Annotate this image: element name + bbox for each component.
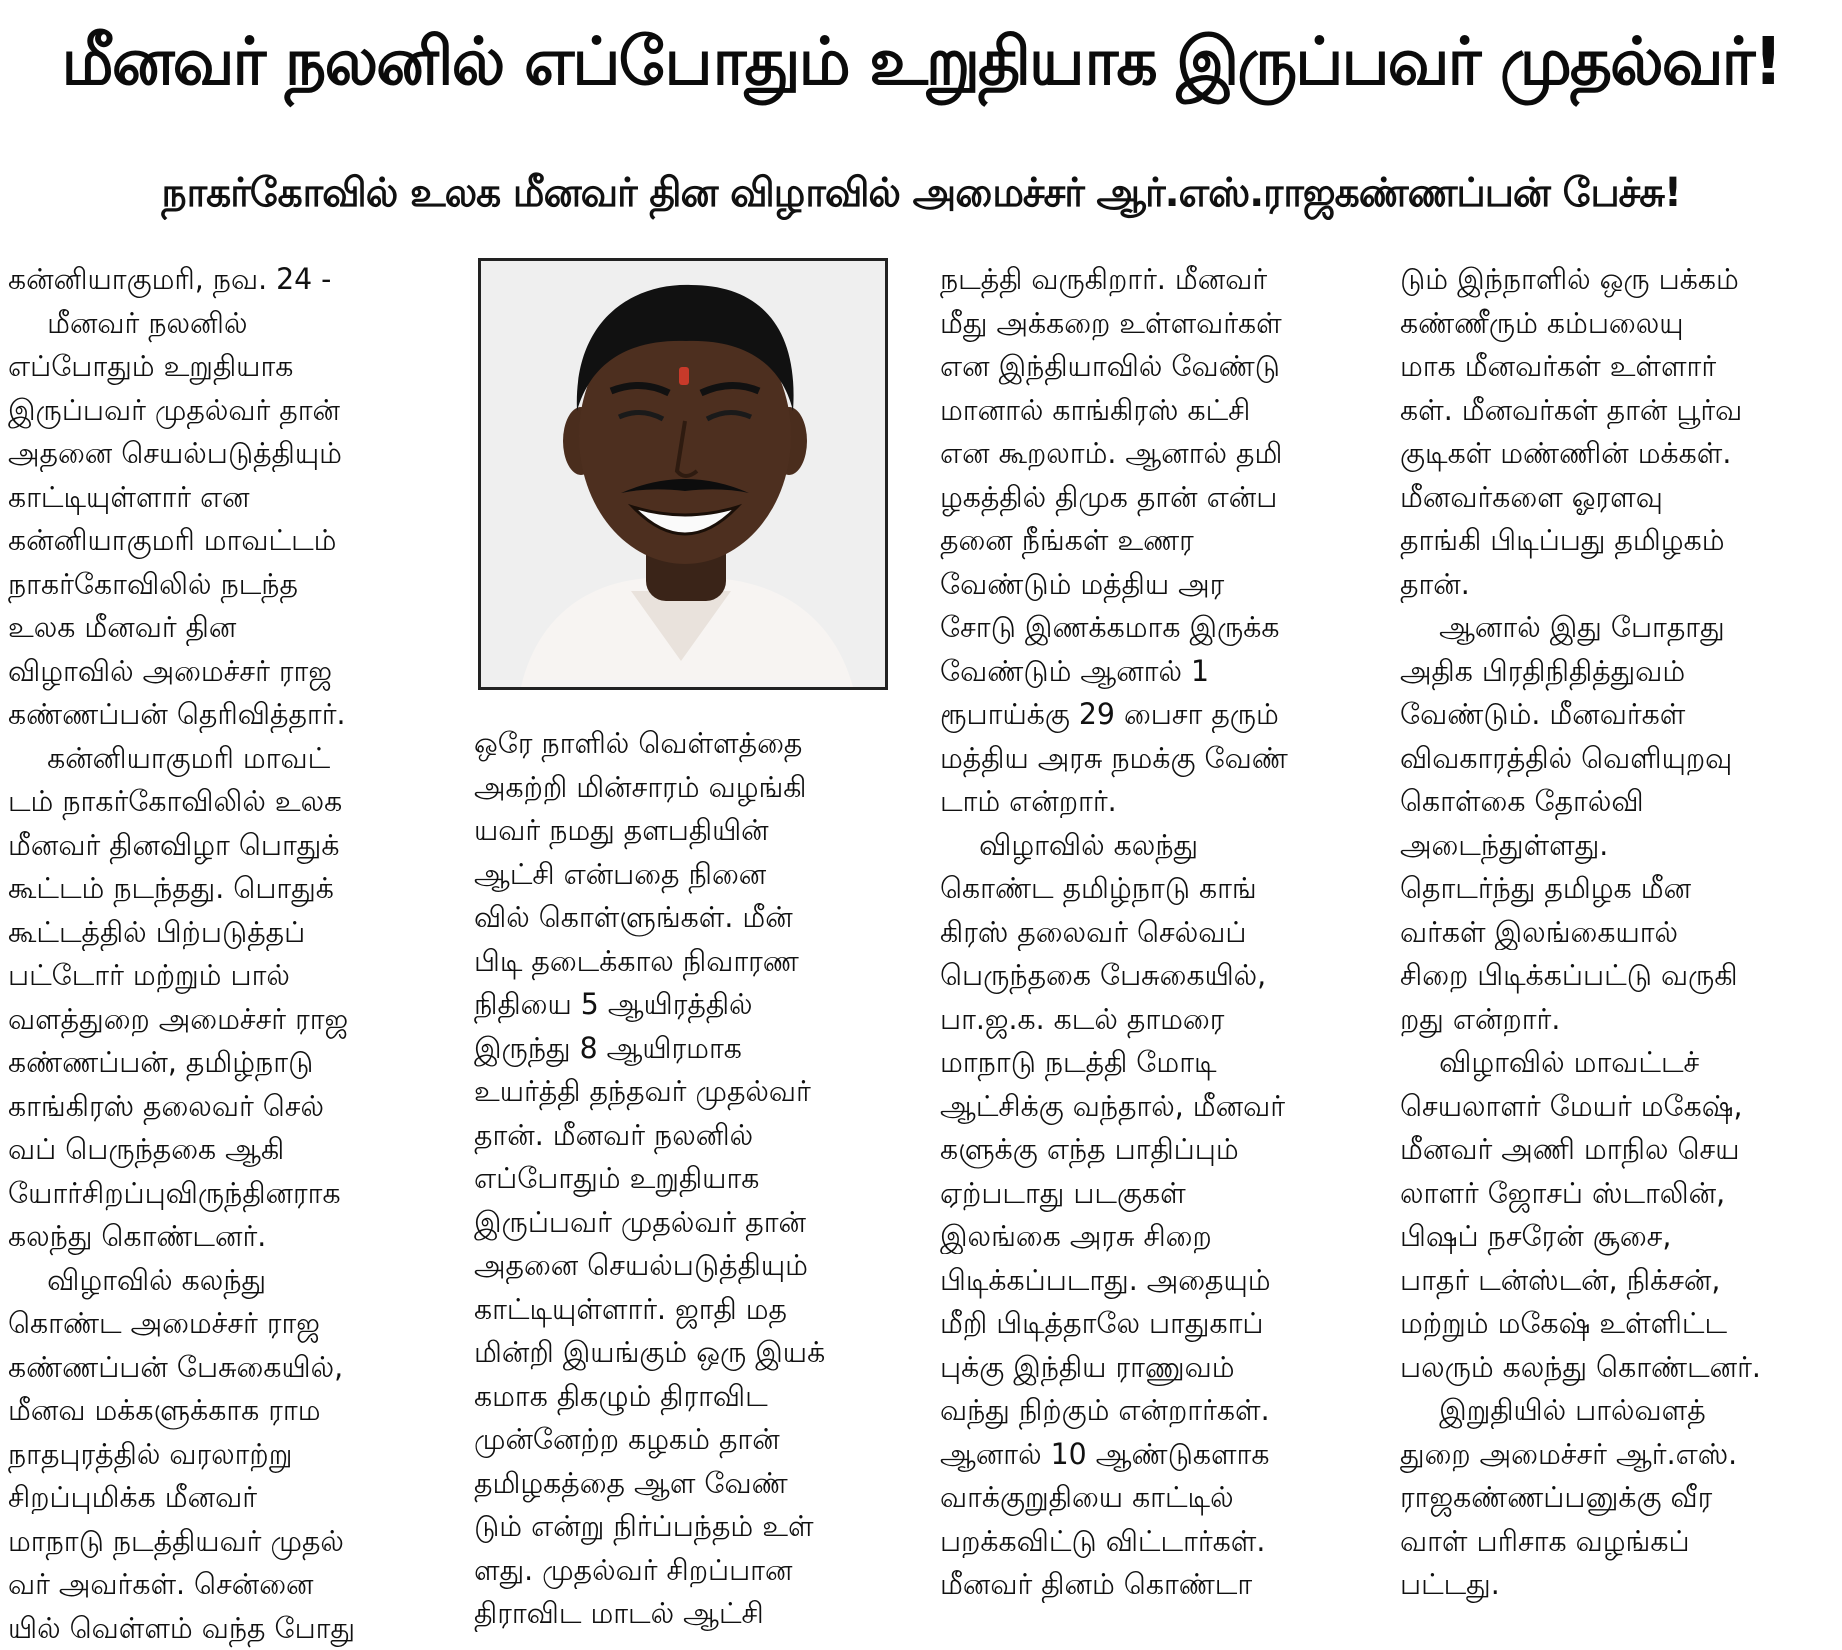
portrait-illustration [481,261,885,687]
article-line: மீது அக்கறை உள்ளவர்கள் [940,302,1370,346]
article-line: மீனவர் நலனில் [8,302,477,346]
article-line: உயர்த்தி தந்தவர் முதல்வர் [474,1070,904,1114]
article-line: வேண்டும் மத்திய அர [940,563,1370,607]
article-line: காட்டியுள்ளார். ஜாதி மத [474,1288,904,1332]
article-line: இறுதியில் பால்வளத் [1400,1389,1842,1433]
article-column-4 [1400,258,1840,1607]
article-line: கூட்டம் நடந்தது. பொதுக் [8,867,438,911]
article-line: அதனை செயல்படுத்தியும் [8,432,438,476]
article-line: இருப்பவர் முதல்வர் தான் [8,389,438,433]
article-line: வாள் பரிசாக வழங்கப் [1400,1520,1830,1564]
article-line: இருந்து 8 ஆயிரமாக [474,1027,904,1071]
article-line: நாதபுரத்தில் வரலாற்று [8,1433,438,1477]
article-line: லாளர் ஜோசப் ஸ்டாலின், [1400,1172,1830,1216]
article-line: டாம் என்றார். [940,780,1370,824]
article-line: என இந்தியாவில் வேண்டு [940,345,1370,389]
article-line: ளது. முதல்வர் சிறப்பான [474,1549,904,1593]
article-line: பா.ஜ.க. கடல் தாமரை [940,998,1370,1042]
article-line: கன்னியாகுமரி மாவட் [8,737,477,781]
article-line: சிறை பிடிக்கப்பட்டு வருகி [1400,954,1830,998]
article-line: டும் என்று நிர்ப்பந்தம் உள் [474,1505,904,1549]
article-line: வப் பெருந்தகை ஆகி [8,1128,438,1172]
article-line: யோர்சிறப்புவிருந்தினராக [8,1172,438,1216]
article-line: பட்டோர் மற்றும் பால் [8,954,438,998]
article-line: கூட்டத்தில் பிற்படுத்தப் [8,911,438,955]
article-line: ராஜகண்ணப்பனுக்கு வீர [1400,1476,1830,1520]
article-line: தான். [1400,563,1830,607]
article-line: நடத்தி வருகிறார். மீனவர் [940,258,1370,302]
article-line: தாங்கி பிடிப்பது தமிழகம் [1400,519,1830,563]
article-line: வேண்டும். மீனவர்கள் [1400,693,1830,737]
article-line: காட்டியுள்ளார் என [8,476,438,520]
article-line: இருப்பவர் முதல்வர் தான் [474,1201,904,1245]
article-line: பிஷப் நசரேன் சூசை, [1400,1215,1830,1259]
article-line: விழாவில் கலந்து [940,824,1409,868]
article-column-3 [940,258,1380,1607]
article-line: சிறப்புமிக்க மீனவர் [8,1476,438,1520]
article-line: களுக்கு எந்த பாதிப்பும் [940,1128,1370,1172]
article-line: இலங்கை அரசு சிறை [940,1215,1370,1259]
article-line: கண்ணப்பன் பேசுகையில், [8,1346,438,1390]
article-line: எப்போதும் உறுதியாக [474,1157,904,1201]
article-line: கிரஸ் தலைவர் செல்வப் [940,911,1370,955]
article-line: தமிழகத்தை ஆள வேண் [474,1462,904,1506]
article-line: குடிகள் மண்ணின் மக்கள். [1400,432,1830,476]
article-line: விழாவில் அமைச்சர் ராஜ [8,650,438,694]
article-line: தனை நீங்கள் உணர [940,519,1370,563]
article-line: பெருந்தகை பேசுகையில், [940,954,1370,998]
article-line: அதிக பிரதிநிதித்துவம் [1400,650,1830,694]
article-line: மீனவ மக்களுக்காக ராம [8,1389,438,1433]
article-line: கொள்கை தோல்வி [1400,780,1830,824]
article-line: கண்ணப்பன், தமிழ்நாடு [8,1041,438,1085]
article-line: அகற்றி மின்சாரம் வழங்கி [474,766,904,810]
article-line: யவர் நமது தளபதியின் [474,809,904,853]
article-line: சோடு இணக்கமாக இருக்க [940,606,1370,650]
article-line: மின்றி இயங்கும் ஒரு இயக் [474,1331,904,1375]
article-line: ஆட்சி என்பதை நினை [474,853,904,897]
article-line: கலந்து கொண்டனர். [8,1215,438,1259]
article-line: ஆட்சிக்கு வந்தால், மீனவர் [940,1085,1370,1129]
article-line: மானால் காங்கிரஸ் கட்சி [940,389,1370,433]
article-line: மாக மீனவர்கள் உள்ளார் [1400,345,1830,389]
article-line: மற்றும் மகேஷ் உள்ளிட்ட [1400,1302,1830,1346]
headline-text: மீனவர் நலனில் எப்போதும் உறுதியாக இருப்பவர் முதல்வர்! [61,23,1780,109]
article-line: ஆனால் இது போதாது [1400,606,1842,650]
article-line: எப்போதும் உறுதியாக [8,345,438,389]
article-line: கொண்ட அமைச்சர் ராஜ [8,1302,438,1346]
article-line: துறை அமைச்சர் ஆர்.எஸ். [1400,1433,1830,1477]
article-line: காங்கிரஸ் தலைவர் செல் [8,1085,438,1129]
article-line: முன்னேற்ற கழகம் தான் [474,1418,904,1462]
article-line: கொண்ட தமிழ்நாடு காங் [940,867,1370,911]
article-line: விழாவில் கலந்து [8,1259,477,1303]
article-line: அதனை செயல்படுத்தியும் [474,1244,904,1288]
article-line: பிடிக்கப்படாது. அதையும் [940,1259,1370,1303]
headline [0,0,1842,132]
article-line: மீனவர் அணி மாநில செய [1400,1128,1830,1172]
article-line: வர் அவர்கள். சென்னை [8,1563,438,1607]
article-line: நாகர்கோவிலில் நடந்த [8,563,438,607]
article-line: கன்னியாகுமரி மாவட்டம் [8,519,438,563]
article-line: அடைந்துள்ளது. [1400,824,1830,868]
article-column-2 [474,722,914,1636]
article-line: டம் நாகர்கோவிலில் உலக [8,780,438,824]
article-line: நிதியை 5 ஆயிரத்தில் [474,983,904,1027]
article-line: பட்டது. [1400,1563,1830,1607]
article-line: விவகாரத்தில் வெளியுறவு [1400,737,1830,781]
article-line: மாநாடு நடத்தியவர் முதல் [8,1520,438,1564]
article-line: ஏற்படாது படகுகள் [940,1172,1370,1216]
article-line: மீனவர் தினவிழா பொதுக் [8,824,438,868]
article-line: ஒரே நாளில் வெள்ளத்தை [474,722,904,766]
article-line: ஆனால் 10 ஆண்டுகளாக [940,1433,1370,1477]
article-line: செயலாளர் மேயர் மகேஷ், [1400,1085,1830,1129]
article-line: வேண்டும் ஆனால் 1 [940,650,1370,694]
portrait-photo [478,258,888,690]
article-line: வந்து நிற்கும் என்றார்கள். [940,1389,1370,1433]
article-line: யில் வெள்ளம் வந்த போது [8,1607,438,1650]
article-line: வர்கள் இலங்கையால் [1400,911,1830,955]
article-line: உலக மீனவர் தின [8,606,438,650]
article-line: புக்கு இந்திய ராணுவம் [940,1346,1370,1390]
article-line: ரூபாய்க்கு 29 பைசா தரும் [940,693,1370,737]
article-line: மீனவர்களை ஓரளவு [1400,476,1830,520]
article-line: பிடி தடைக்கால நிவாரண [474,940,904,984]
article-column-1 [8,258,448,1650]
article-line: கன்னியாகுமரி, நவ. 24 - [8,258,438,302]
article-line: விழாவில் மாவட்டச் [1400,1041,1842,1085]
article-line: றது என்றார். [1400,998,1830,1042]
article-line: பறக்கவிட்டு விட்டார்கள். [940,1520,1370,1564]
article-line: வாக்குறுதியை காட்டில் [940,1476,1370,1520]
article-line: தான். மீனவர் நலனில் [474,1114,904,1158]
article-line: கமாக திகழும் திராவிட [474,1375,904,1419]
article-line: தொடர்ந்து தமிழக மீன [1400,867,1830,911]
article-line: என கூறலாம். ஆனால் தமி [940,432,1370,476]
article-line: மீறி பிடித்தாலே பாதுகாப் [940,1302,1370,1346]
article-line: கண்ணீரும் கம்பலையு [1400,302,1830,346]
article-line: பலரும் கலந்து கொண்டனர். [1400,1346,1830,1390]
article-line: ழகத்தில் திமுக தான் என்ப [940,476,1370,520]
article-line: பாதர் டன்ஸ்டன், நிக்சன், [1400,1259,1830,1303]
subheadline-text: நாகர்கோவில் உலக மீனவர் தின விழாவில் அமைச்சர் ஆர்.எஸ்.ராஜகண்ணப்பன் பேச்சு! [161,170,1680,221]
article-line: கண்ணப்பன் தெரிவித்தார். [8,693,438,737]
article-line: திராவிட மாடல் ஆட்சி [474,1592,904,1636]
article-line: வளத்துறை அமைச்சர் ராஜ [8,998,438,1042]
article-line: மீனவர் தினம் கொண்டா [940,1563,1370,1607]
article-line: வில் கொள்ளுங்கள். மீன் [474,896,904,940]
subheadline [0,150,1842,240]
article-line: மாநாடு நடத்தி மோடி [940,1041,1370,1085]
article-line: மத்திய அரசு நமக்கு வேண் [940,737,1370,781]
article-line: கள். மீனவர்கள் தான் பூர்வ [1400,389,1830,433]
article-line: டும் இந்நாளில் ஒரு பக்கம் [1400,258,1830,302]
